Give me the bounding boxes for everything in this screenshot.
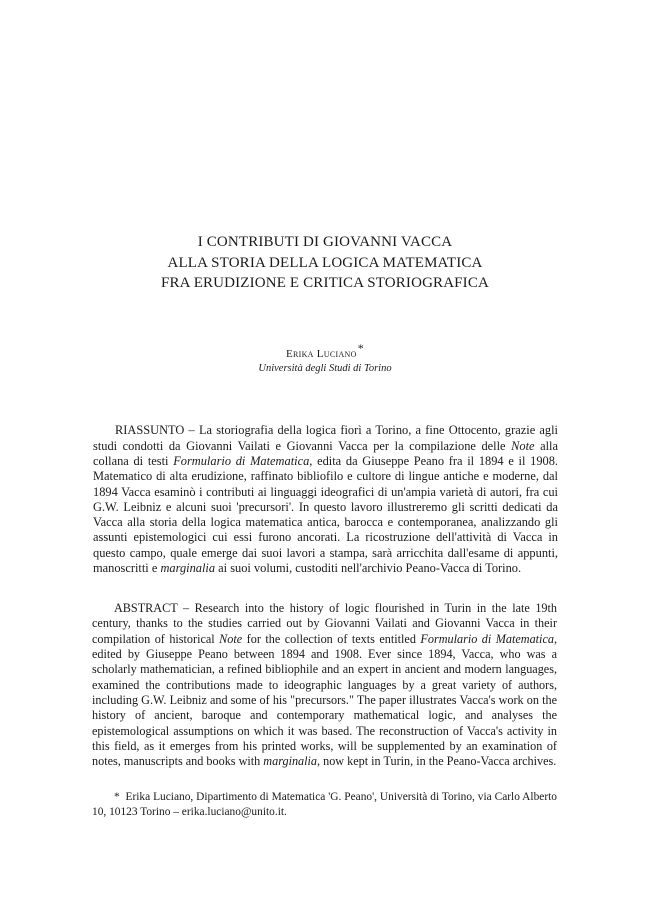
paper-title bbox=[90, 232, 560, 294]
title-line-3: FRA ERUDIZIONE E CRITICA STORIOGRAFICA bbox=[161, 275, 489, 291]
footnote-text: Erika Luciano, Dipartimento di Matematica 'G. Peano', Università di Torino, via Carlo Alberto 10, 10123 Torino – erika.luciano@unito.it. bbox=[92, 791, 557, 819]
author-name-line bbox=[150, 341, 500, 361]
author-footnote-marker: * bbox=[357, 341, 365, 356]
abstract-text-1: – Research into the history of logic flourished in Turin in the late 19th century, thanks to the studies carried out by Giovanni Vailati and Giovanni Vacca in their compilation of historical bbox=[92, 601, 557, 646]
riassunto-italic-formulario: Formulario di Matematica bbox=[173, 453, 310, 468]
author-block bbox=[150, 341, 500, 376]
title-line-2: ALLA STORIA DELLA LOGICA MATEMATICA bbox=[167, 254, 483, 271]
riassunto-text-4: ai suoi volumi, custoditi nell'archivio Peano-Vacca di Torino. bbox=[215, 561, 522, 576]
author-footnote bbox=[92, 790, 557, 820]
riassunto-text-3: , edita da Giuseppe Peano fra il 1894 e il 1908. Matematico di alta erudizione, raffinato bibliofilo e cultore di lingue antiche e moderne, dal 1894 Vacca esaminò i contributi ai linguaggi ideografici di un'ampia varietà di autori, fra cui G.W. Leibniz e alcuni suoi 'precursori'. In questo lavoro illustreremo gli scritti dedicati da Vacca alla storia della logica matematica antica, barocca e contemporanea, analizzando gli assunti epistemologici cui essi furono ancorati. La ricostruzione dell'attività di Vacca in questo campo, quale emerge dai suoi lavori a stampa, sarà arricchita dall'esame di appunti, manoscritti e bbox=[93, 453, 559, 576]
abstract-paragraph bbox=[92, 601, 557, 769]
riassunto-text-1: – La storiografia della logica fiorì a Torino, a fine Ottocento, grazie agli studi condotti da Giovanni Vailati e Giovanni Vacca per la compilazione delle bbox=[93, 423, 558, 453]
riassunto-paragraph bbox=[93, 423, 558, 576]
title-line-1: I CONTRIBUTI DI GIOVANNI VACCA bbox=[197, 234, 453, 250]
author-affiliation: Università degli Studi di Torino bbox=[258, 363, 392, 374]
abstract-text-4: , now kept in Turin, in the Peano-Vacca archives. bbox=[317, 754, 557, 769]
footnote-marker: * bbox=[114, 791, 120, 804]
riassunto-text-2: alla collana di testi bbox=[93, 438, 558, 468]
riassunto-italic-marginalia: marginalia bbox=[160, 561, 216, 576]
abstract-italic-note: Note bbox=[219, 631, 243, 646]
riassunto-label: RIASSUNTO bbox=[115, 423, 185, 438]
riassunto-italic-note: Note bbox=[511, 438, 535, 453]
abstract-text-3: , edited by Giuseppe Peano between 1894 and 1908. Ever since 1894, Vacca, who was a scholarly mathematician, a refined bibliophile and an expert in ancient and modern languages, examined the contributions made to ideographic languages by a great variety of authors, including G.W. Leibniz and some of his "precursors." The paper illustrates Vacca's work on the history of ancient, baroque and contemporary mathematical logic, and analyses the epistemological assumptions on which it was based. The reconstruction of Vacca's activity in this field, as it emerges from his printed works, will be supplemented by an examination of notes, manuscripts and books with bbox=[92, 631, 557, 769]
abstract-label: ABSTRACT bbox=[114, 601, 178, 616]
abstract-italic-marginalia: marginalia bbox=[263, 754, 318, 769]
abstract-italic-formulario: Formulario di Matematica bbox=[420, 631, 554, 646]
abstract-text-2: for the collection of texts entitled bbox=[242, 631, 421, 646]
author-name: Erika Luciano bbox=[285, 348, 357, 360]
